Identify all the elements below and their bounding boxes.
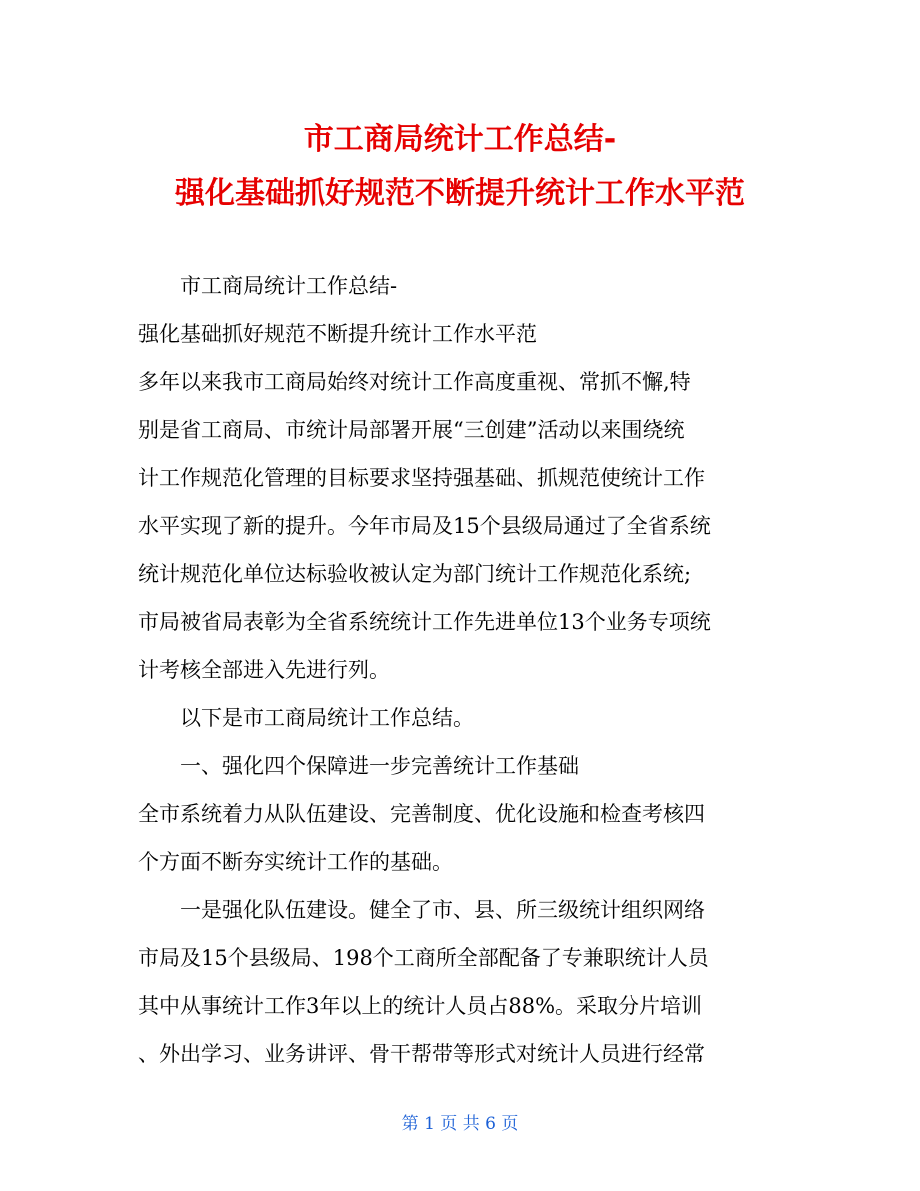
document-title-line-1: 市工商局统计工作总结- — [303, 122, 617, 157]
page-footer: 第 1 页 共 6 页 — [401, 1114, 519, 1134]
body-line-12: 全市系统着力从队伍建设、完善制度、优化设施和检查考核四 — [138, 802, 705, 826]
body-line-10: 以下是市工商局统计工作总结。 — [180, 706, 474, 730]
body-line-2: 强化基础抓好规范不断提升统计工作水平范 — [138, 322, 537, 346]
body-line-17: 、外出学习、业务讲评、骨干帮带等形式对统计人员进行经常 — [138, 1042, 705, 1066]
section-heading-1: 一、强化四个保障进一步完善统计工作基础 — [180, 754, 579, 778]
body-line-15: 市局及15个县级局、198个工商所全部配备了专兼职统计人员 — [138, 946, 709, 970]
body-line-6: 水平实现了新的提升。今年市局及15个县级局通过了全省系统 — [138, 514, 711, 538]
body-line-3: 多年以来我市工商局始终对统计工作高度重视、常抓不懈,特 — [138, 370, 691, 394]
body-line-4: 别是省工商局、市统计局部署开展“三创建”活动以来围绕统 — [138, 418, 685, 442]
body-line-9: 计考核全部进入先进行列。 — [138, 658, 390, 682]
body-line-7: 统计规范化单位达标验收被认定为部门统计工作规范化系统; — [138, 562, 692, 586]
body-line-1: 市工商局统计工作总结- — [180, 274, 398, 298]
body-line-14: 一是强化队伍建设。健全了市、县、所三级统计组织网络 — [180, 898, 705, 922]
body-line-13: 个方面不断夯实统计工作的基础。 — [138, 850, 453, 874]
body-line-5: 计工作规范化管理的目标要求坚持强基础、抓规范使统计工作 — [138, 466, 705, 490]
body-line-16: 其中从事统计工作3年以上的统计人员占88%。采取分片培训 — [138, 994, 703, 1018]
body-line-8: 市局被省局表彰为全省系统统计工作先进单位13个业务专项统 — [138, 610, 711, 634]
document-title-line-2: 强化基础抓好规范不断提升统计工作水平范 — [175, 176, 745, 211]
